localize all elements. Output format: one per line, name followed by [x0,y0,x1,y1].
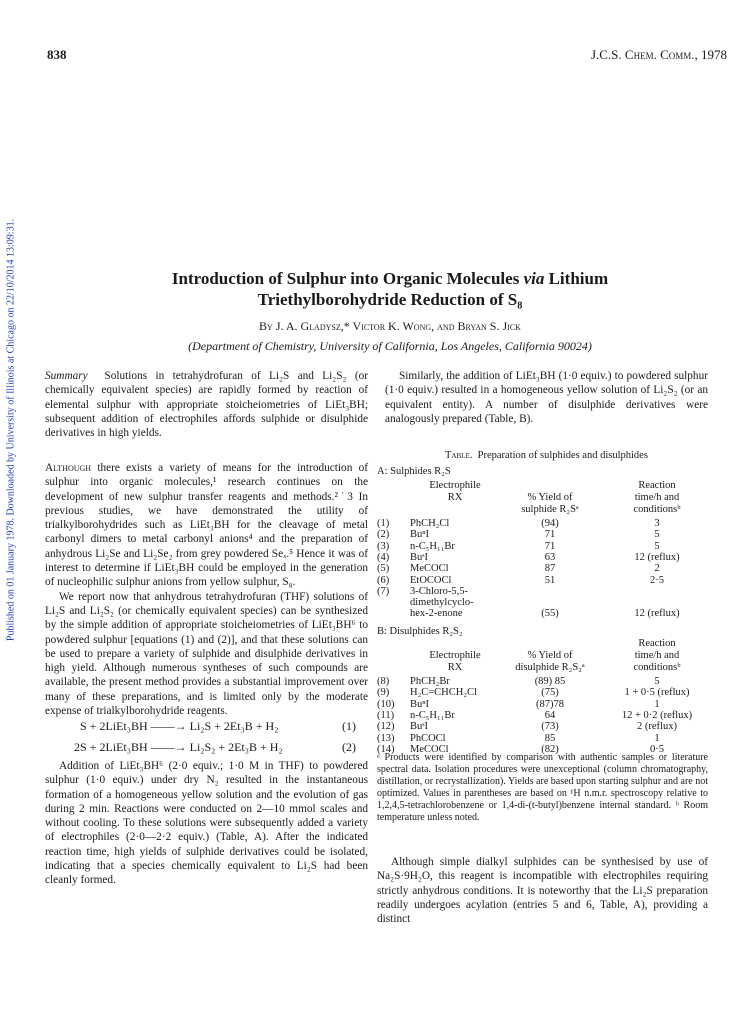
row-electrophile: PhCOCl [410,732,446,744]
row-yield: (82) [541,743,559,755]
row-number: (11) [377,709,395,721]
download-stamp-text: Published on 01 January 1978. Downloaded by University of Illinois at Chicago on 22/10/2014 13:09:31. [5,218,17,642]
paragraph-4: Similarly, the addition of LiEt₃BH (1·0 equiv.) to powdered sulphur (1·0 equiv.) resulted in a homogeneous yellow solution of Li₂S₂ (or an equivalent entity). A number of disulphide derivatives were analogously prepared (Table, B). [385,370,708,425]
table-caption-text: Preparation of sulphides and disulphides [477,450,648,461]
journal-header: J.C.S. Chem. Comm., 1978 [590,47,727,62]
row-number: (5) [377,563,390,575]
row-yield: 71 [544,529,556,541]
row-electrophile: n-C₅H₁₁Br [410,540,455,552]
paragraph-1: there exists a variety of means for the introduction of sulphur into organic molecules,¹ research continues on the development of new sulphur transfer reagents and methods.²˙3 In previous studies, we have demonstrated the utility of trialkylborohydrides such as LiEt₃BH for the cleavage of metal carbonyl dimers to metal carbonyl anions⁴ and the preparation of anhydrous Li₂Se and Li₂Se₂ from grey powdered Seₓ.⁵ Hence it was of interest to determine if LiEt₃BH could be employed in the generation of nucleophilic sulphur anions from yellow sulphur, S₈. [45,462,368,589]
row-electrophile: PhCH₂Br [410,676,450,687]
equation-1-text: S + 2LiEt₃BH ——→ Li₂S + 2Et₃B + H₂ [80,719,279,733]
row-electrophile: PhCH₂Cl [410,518,450,529]
table-a-header-yield: % Yield of sulphide R₂Sᵃ [521,492,579,515]
title-part: Introduction of Sulphur into Organic Molecules [171,269,524,288]
table-a-header-time: Reaction time/h and conditionsᵇ [633,480,681,515]
table-row [377,529,708,540]
right-column-top [385,369,708,426]
row-electrophile: EtOCOCl [410,574,452,586]
row-yield: 71 [544,540,556,552]
table-caption [385,450,708,461]
table-row [377,597,708,608]
row-yield: 85 [544,732,556,744]
authors: By J. A. Gladysz,* Victor K. Wong, and Bryan S. Jick [259,319,521,333]
row-electrophile: 3-Chloro-5,5- [410,585,469,597]
row-number: (9) [377,687,390,699]
row-time: 1 [654,732,660,744]
table-row [377,541,708,552]
table-row [377,552,708,563]
row-number: (13) [377,732,395,744]
left-column-body-2 [45,759,368,888]
row-time: 2·5 [650,574,664,586]
table-row [377,586,708,597]
row-electrophile: BuⁿI [410,698,430,710]
paragraph-3: Addition of LiEt₃BH⁶ (2·0 equiv.; 1·0 M in THF) to powdered sulphur (1·0 equiv.) under dry N₂ resulted in the instantaneous formation of a homogeneous yellow solution and the evolution of gas during 2 min. Reactions were conducted on 2—10 mmol scales and without cooling. To these solutions were subsequently added a variety of electrophiles (2·0—2·2 equiv.) (Table, A). After the indicated reaction time, high yields of sulphide derivatives could be isolated, indicating that a species chemically equivalent to Li₂S had been cleanly formed. [45,760,368,887]
table-row [377,699,708,710]
table-row [377,563,708,574]
table-row [377,518,708,529]
row-electrophile: dimethylcyclo- [410,597,474,609]
table-section-b: B: Disulphides R₂S₂ [377,626,463,637]
row-number: (4) [377,551,390,563]
table-row [377,733,708,744]
row-yield: (73) [541,721,559,733]
paragraph-2: We report now that anhydrous tetrahydrofuran (THF) solutions of Li₂S and Li₂S₂ (or chemically equivalent species) can be synthesized by the simple addition of appropriate stoicheiometries of LiEt₃BH⁶ to powdered sulphur [equations (1) and (2)], and that these solutions can be used to prepare a variety of sulphide and disulphide derivatives in high yield. Although numerous syntheses of such compounds are available, the present method provides a substantial improvement over many of these preparations, and is limited only by the moderate expense of trialkylborohydride reagents. [45,590,368,718]
row-time: 5 [654,529,660,541]
row-time: 3 [654,518,660,529]
article-title [75,268,705,310]
table-row [377,676,708,687]
row-yield: (89) 85 [534,676,566,687]
equation-1-number: (1) [342,719,356,733]
row-yield: (94) [541,518,559,529]
affiliation: (Department of Chemistry, University of California, Los Angeles, California 90024) [188,339,592,353]
equation-2 [74,740,356,755]
table-row [377,721,708,732]
row-number: (14) [377,743,395,755]
row-number: (10) [377,698,395,710]
row-number: (12) [377,721,395,733]
table-a-header-electrophile: Electrophile RX [429,480,481,503]
row-number: (7) [377,585,390,597]
summary-label: Summary [45,370,88,382]
row-electrophile: BuⁿI [410,529,430,541]
row-electrophile: BuˢI [410,551,428,563]
row-electrophile: hex-2-enone [410,608,463,620]
row-time: 0·5 [650,743,664,755]
row-time: 2 [654,563,660,575]
table-section-a: A: Sulphides R₂S [377,466,451,477]
summary [45,369,368,440]
row-electrophile: n-C₅H₁₁Br [410,709,455,721]
right-column-bottom [377,855,708,926]
row-number: (8) [377,676,390,687]
row-yield: 87 [544,563,556,575]
row-yield: (87)78 [536,698,564,710]
table-row [377,710,708,721]
row-time: 1 [654,698,660,710]
row-yield: (55) [541,608,559,620]
table-row [377,575,708,586]
row-time: 5 [654,540,660,552]
equation-2-number: (2) [342,740,356,754]
row-yield: (75) [541,687,559,699]
title-italic: via [523,269,545,288]
row-electrophile: MeCOCl [410,743,449,755]
table-b-header-time: Reaction time/h and conditionsᵇ [633,638,681,673]
title-line2: Triethylborohydride Reduction of S₈ [257,290,523,309]
table-footnote: ᵃ Products were identified by comparison with authentic samples or literature spectral data. Isolation procedures were unexceptional (column chromatography, distillation, or recrystallization). Yields are based upon starting sulphur and are not optimized. Values in parentheses are based on ¹H n.m.r. spectroscopy relative to 1,2,4,5-tetrachlorobenzene or 1,4-di-(t-butyl)benzene internal standard. ᵇ Room temperature unless noted. [377,752,708,823]
row-yield: 64 [544,709,556,721]
table-row [377,608,708,619]
row-number: (6) [377,574,390,586]
row-time: 12 (reflux) [634,608,680,620]
download-stamp [4,218,18,642]
equation-1 [80,719,356,734]
row-time: 2 (reflux) [637,721,677,733]
row-number: (2) [377,529,390,541]
row-electrophile: H₂C=CHCH₂Cl [410,687,477,699]
lead-word: Although [45,462,92,474]
row-yield: 63 [544,551,556,563]
table-label: Table. [445,450,473,461]
paragraph-5: Although simple dialkyl sulphides can be synthesised by use of Na₂S·9H₂O, this reagent is incompatible with electrophiles requiring strictly anhydrous conditions. It is noteworthy that the Li₂S preparation readily undergoes acylation (entries 5 and 6, Table, A), providing a distinct [377,856,708,926]
table-b-header-electrophile: Electrophile RX [429,650,481,673]
row-time: 12 (reflux) [634,551,680,563]
table-b-header-yield: % Yield of disulphide R₂S₂ᵃ [515,650,585,673]
page-number: 838 [47,47,67,62]
title-part: Lithium [544,269,609,288]
row-time: 1 + 0·5 (reflux) [624,687,690,699]
table-row [377,687,708,698]
row-time: 5 [654,676,660,687]
equation-2-text: 2S + 2LiEt₃BH ——→ Li₂S₂ + 2Et₃B + H₂ [74,740,283,754]
row-electrophile: MeCOCl [410,563,449,575]
row-number: (3) [377,540,390,552]
row-electrophile: BuˢI [410,721,428,733]
left-column-body [45,461,368,718]
row-time: 12 + 0·2 (reflux) [621,709,693,721]
summary-text: Solutions in tetrahydrofuran of Li₂S and Li₂S₂ (or chemically equivalent species) are rapidly formed by reaction of elemental sulphur with appropriate stoicheiometries of LiEt₃BH; subsequent addition of electrophiles affords sulphide or disulphide derivatives in high yields. [45,370,368,440]
row-number: (1) [377,518,390,529]
row-yield: 51 [544,574,556,586]
